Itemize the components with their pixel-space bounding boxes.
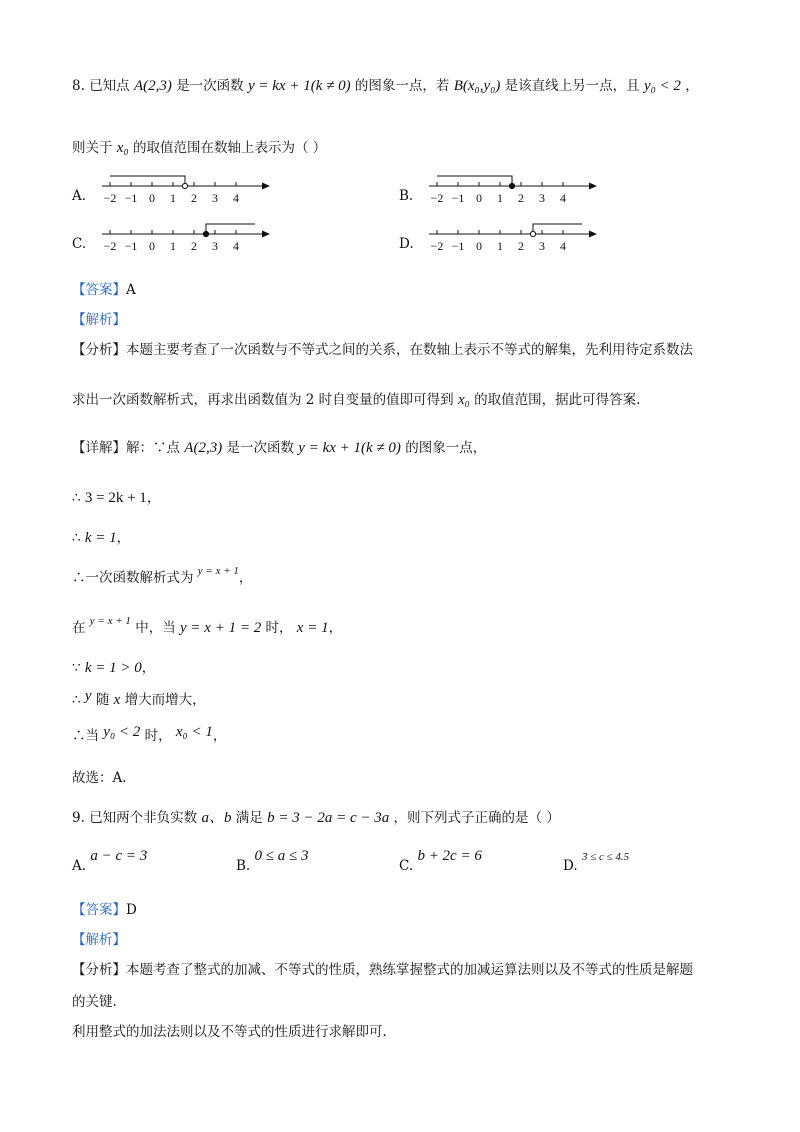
step-7: ∴当 y₀ < 2 时， x₀ < 1，	[72, 724, 227, 744]
step-1: ∴ 3 = 2k + 1，	[72, 490, 161, 506]
step-4: 在 $^{y = x + 1}$ 中，当 y = x + 1 = 2 时， x = 1，	[72, 615, 343, 636]
q9-option-a: A. a − c = 3	[72, 848, 148, 874]
q9-analysis-tag: 【解析】	[72, 932, 126, 948]
point-b: B(x₀,y₀)	[453, 78, 501, 94]
tick-label: 4	[560, 191, 566, 205]
tick-label: −2	[103, 239, 117, 253]
q8-option-d-label: D.	[399, 236, 414, 252]
tick-label: 2	[518, 239, 524, 253]
tick-label: 2	[191, 239, 197, 253]
tick-label: 3	[539, 191, 545, 205]
tick-label: 0	[476, 191, 482, 205]
tick-label: −1	[451, 191, 465, 205]
tick-label: 0	[149, 239, 155, 253]
number-line-c	[100, 214, 275, 266]
q8-fenxi-line1: 【分析】本题主要考查了一次函数与不等式之间的关系，在数轴上表示不等式的解集，先利用待定系数法	[72, 342, 693, 358]
open-point	[182, 183, 187, 188]
tick-label: 0	[476, 239, 482, 253]
tick-label: 4	[560, 239, 566, 253]
closed-point	[203, 231, 208, 236]
q9-fenxi-line2: 的关键.	[72, 994, 117, 1010]
q9-option-d: D. 3 ≤ c ≤ 4.5	[563, 851, 630, 874]
step-3: ∴一次函数解析式为 $^{y = x + 1}$，	[72, 565, 253, 586]
tick-label: 0	[149, 191, 155, 205]
q8-detail-line1: 【详解】解：∵点 A(2,3) 是一次函数 y = kx + 1(k ≠ 0) 的图象一点，	[72, 440, 487, 456]
tick-label: 3	[212, 239, 218, 253]
number-line-b	[427, 166, 602, 218]
q8-analysis-tag: 【解析】	[72, 312, 126, 328]
tick-label: 2	[518, 191, 524, 205]
q9-answer: 【答案】D	[72, 902, 137, 918]
step-5: ∵ k = 1 > 0，	[72, 660, 156, 676]
q8-option-c-label: C.	[72, 236, 87, 252]
tick-label: 4	[233, 239, 239, 253]
y0-condition: y₀ < 2	[643, 78, 681, 94]
tick-label: −1	[124, 191, 138, 205]
q8-option-b-label: B.	[399, 188, 414, 204]
q8-answer: 【答案】A	[72, 282, 136, 298]
q8-stem-line2: 则关于 x₀ 的取值范围在数轴上表示为（ ）	[72, 140, 327, 156]
q9-fenxi-line1: 【分析】本题考查了整式的加减、不等式的性质，熟练掌握整式的加减运算法则以及不等式的性质是解题	[72, 962, 693, 978]
tick-label: 1	[497, 191, 503, 205]
q8-stem-line1: 8. 已知点 A(2,3) 是一次函数 y = kx + 1(k ≠ 0) 的图象一点，若 B(x₀,y₀) 是该直线上另一点，且 y₀ < 2 ，	[72, 78, 699, 94]
tick-label: 1	[170, 239, 176, 253]
q9-stem: 9. 已知两个非负实数 a、b 满足 b = 3 − 2a = c − 3a ，则下列式子正确的是（ ）	[72, 810, 560, 826]
tick-label: 2	[191, 191, 197, 205]
step-6: ∴ y 随 x 增大而增大，	[72, 688, 206, 708]
final-choice: 故选：A.	[72, 770, 127, 786]
tick-label: −2	[430, 191, 444, 205]
tick-label: −2	[103, 191, 117, 205]
q8-fenxi-line2: 求出一次函数解析式，再求出函数值为 2 时自变量的值即可得到 x₀ 的取值范围，据此可得答案.	[72, 392, 641, 408]
tick-label: 3	[212, 191, 218, 205]
number-line-d	[427, 214, 602, 266]
open-point	[530, 231, 535, 236]
tick-label: −1	[451, 239, 465, 253]
q8-option-a-label: A.	[72, 188, 87, 204]
linear-function: y = kx + 1(k ≠ 0)	[247, 78, 351, 94]
tick-label: 4	[233, 191, 239, 205]
tick-label: 3	[539, 239, 545, 253]
closed-point	[509, 183, 514, 188]
q9-option-c: C. b + 2c = 6	[399, 848, 482, 874]
tick-label: −1	[124, 239, 138, 253]
q9-number: 9.	[72, 810, 85, 826]
q9-option-b: B. 0 ≤ a ≤ 3	[236, 848, 309, 874]
tick-label: −2	[430, 239, 444, 253]
q9-fenxi-line3: 利用整式的加法法则以及不等式的性质进行求解即可.	[72, 1024, 387, 1040]
number-line-a	[100, 166, 275, 218]
point-a: A(2,3)	[133, 78, 172, 94]
tick-label: 1	[170, 191, 176, 205]
step-2: ∴ k = 1，	[72, 530, 131, 546]
q8-number: 8.	[72, 78, 85, 94]
tick-label: 1	[497, 239, 503, 253]
